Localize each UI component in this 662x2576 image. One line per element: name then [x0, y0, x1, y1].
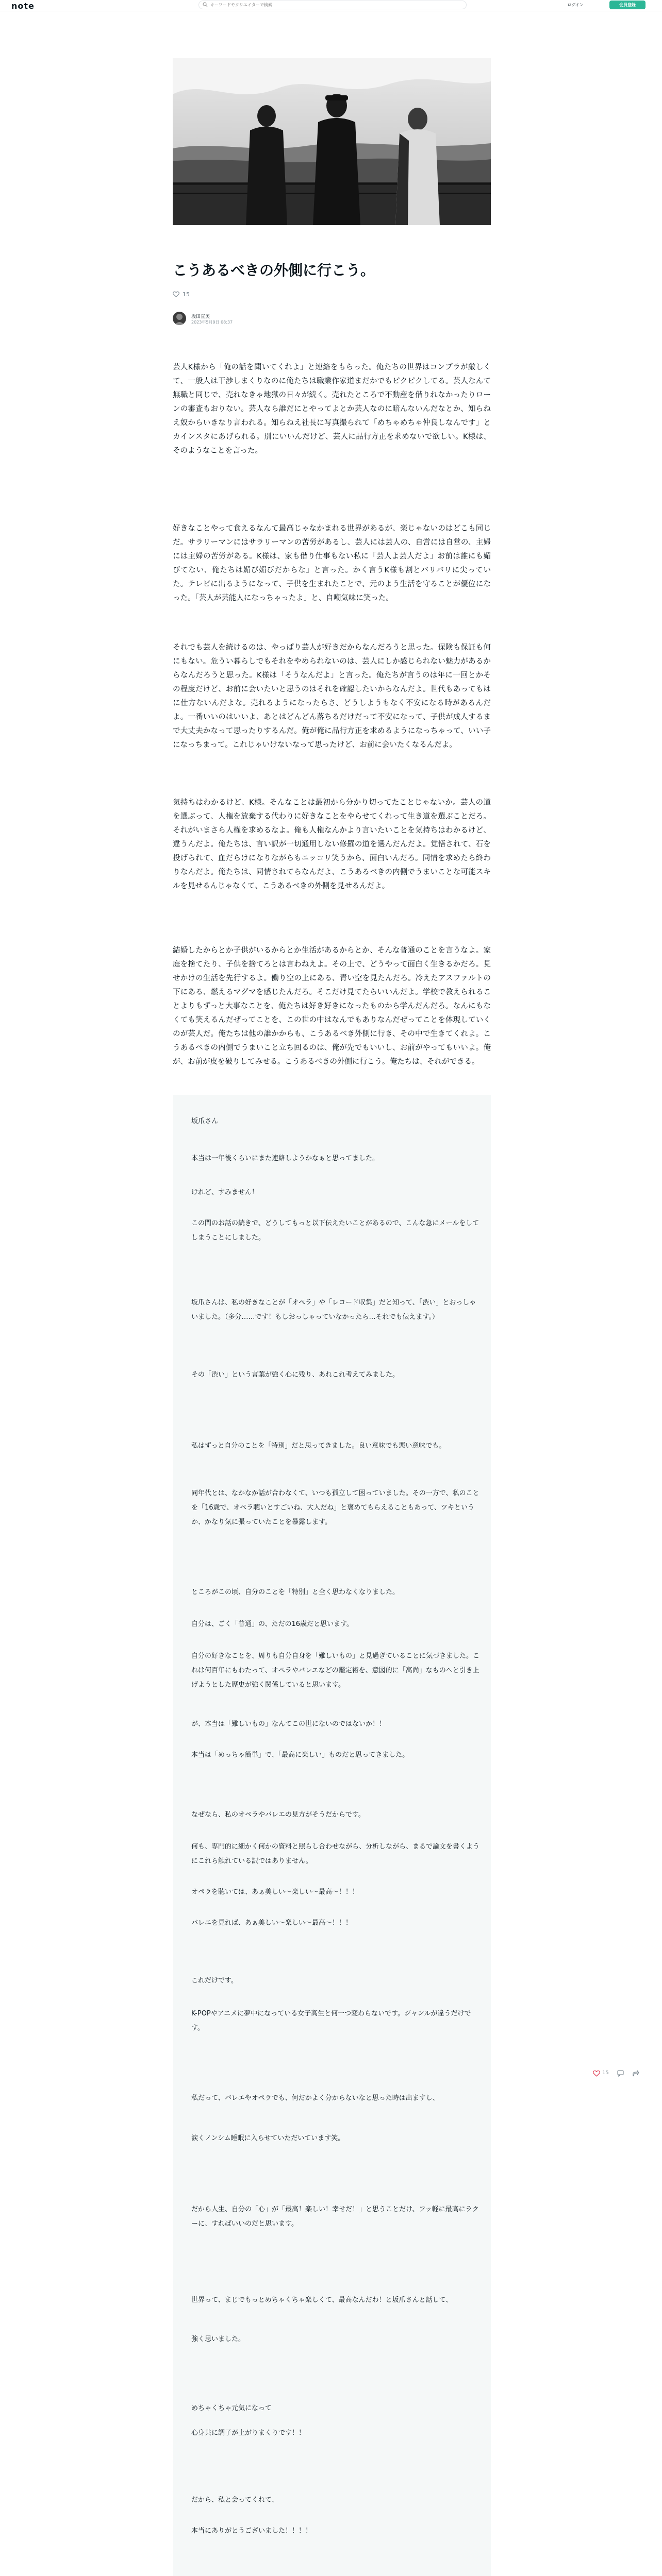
quote-line: 自分の好きなことを、周りも自分自身を「難しいもの」と見過ぎていることに気づきました。これは何百年にもわたって、オペラやバレエなどの鑑定術を、意図的に「高尚」なものへと引き上げようとした歴史が強く関係していると思います。 [191, 1652, 480, 1689]
quote-line: ところがこの頃、自分のことを「特別」と全く思わなくなりました。 [191, 1588, 400, 1596]
body-paragraph: 気持ちはわかるけど、K様。そんなことは最初から分かり切ってたことじゃないか。芸人の道を選ぶって、人権を放棄する代わりに好きなことをやらせてくれって生き道を選ぶことだろ。それがいまさら人権を求めるなよ。俺も人権なんかより言いたいことを気持ちはわかるけど、違うんだよ。俺たちは、言い訳が一切通用しない修羅の道を選んだんだよ。覚悟されて、石を投げられて、血だらけになりながらもニッコリ笑うから、面白いんだろ。同情を求めたら終わりなんだよ。俺たちは、同情されてらなんだよ、こうあるべきの内側でうまいことな可能スキルを見せるんじゃなくて、こうあるべきの外側を見せるんだよ。 [173, 799, 491, 890]
article-title: こうあるべきの外側に行こう。 [173, 262, 375, 279]
side-like-count: 15 [602, 2070, 609, 2076]
search-input[interactable] [210, 2, 458, 8]
like-count: 15 [183, 291, 190, 298]
quote-line: 何も、専門的に細かく何かの資料と照らし合わせながら、分析しながら、まるで論文を書くようにこれら触れている訳ではありません。 [191, 1843, 479, 1865]
heart-icon[interactable] [593, 2070, 600, 2077]
quoted-letter [173, 1095, 491, 2576]
quote-line: 心身共に調子が上がりまくりです！！ [191, 2429, 306, 2437]
body-paragraph: 好きなことやって食えるなんて最高じゃなかまれる世界があるが、楽じゃないのはどこも同じだ。サラリーマンにはサラリーマンの苦労があるし、芸人には芸人の、自営には自営の、主婦には主婦の苦労がある。K様は、家も借り仕事もない私に「芸人よ芸人だよ」お前は誰にも媚びてない、俺たちは媚び媚びだからな」と言った。かく言うK様も割とバリバリに尖っていた。テレビに出るようになって、子供を生まれたことで、元のよう生活を守ることが優位になった。「芸人が芸能人になっちゃったよ」と、自嘲気味に笑った。 [173, 524, 491, 602]
quote-line: その「渋い」という言葉が強く心に残り、あれこれ考えてみました。 [191, 1371, 400, 1379]
quote-line: 強く思いました。 [191, 2335, 245, 2343]
comment-icon[interactable] [617, 2070, 624, 2077]
side-action-bar [593, 2069, 650, 2079]
quote-line: 同年代とは、なかなか話が合わなくて、いつも孤立して困っていました。その一方で、私のことを「16歳で、オペラ聴いとすごいね、大人だね」と褒めてもらえることもあって、ツキというか、かなり気に張っていたことを暴露します。 [191, 1489, 479, 1526]
like-row[interactable] [173, 290, 190, 298]
quote-line: 本当は一年後くらいにまた連絡しようかなぁと思ってました。 [191, 1155, 379, 1162]
photo-three-people-viewpoint [173, 58, 491, 225]
note-logo[interactable]: note [11, 1, 35, 11]
body-paragraph: 芸人K様から「俺の話を聞いてくれよ」と連絡をもらった。俺たちの世界はコンプラが厳しくて、一般人は干渉しまくりなのに俺たちは職業作家道まだかでもピクピクしてる。芸人なんて無職と同じで、売れなきゃ地獄の日々が続く。売れたところで不動産を借りれなかったりローンの審査もおりない。芸人なら誰だにとやってよとか芸人なのに暗んないんだなとか、知らねえ奴からいきなり言われる。知らねえ社長に写真撮られて「めちゃめちゃ仲良しなんです」とカインスタにあげられる。別にいいんだけど、芸人に品行方正を求めないで欲しい。K様は、そのようなことを言った。 [173, 363, 491, 455]
quote-line: K-POPやアニメに夢中になっている女子高生と何一つ変わらないです。ジャンルが違うだけです。 [191, 2010, 471, 2032]
quote-line: 私だって、バレエやオペラでも、何だかよく分からないなと思った時は出ますし、 [191, 2094, 439, 2102]
heart-icon[interactable] [173, 291, 179, 297]
quote-line: 坂爪さん [191, 1117, 219, 1125]
post-date: 2023年5月9日 08:37 [191, 320, 233, 325]
quote-line: バレエを見れば、あぁ美しい〜楽しい〜最高〜！！！ [191, 1919, 352, 1927]
quote-line: 涙くノンシム睡眠に入らせていただいています笑。 [191, 2134, 345, 2142]
quote-line: けれど、すみません！ [191, 1189, 259, 1196]
quote-line: めちゃくちゃ元気になって [191, 2404, 272, 2412]
quote-line: オペラを聴いては、あぁ美しい〜楽しい〜最高〜！！！ [191, 1888, 359, 1896]
share-icon[interactable] [633, 2070, 639, 2077]
quote-line: この間のお話の続きで、どうしてもっと以下伝えたいことがあるので、こんな急にメールをしてしまうことにしました。 [191, 1219, 479, 1242]
quote-line: 自分は、ごく「普通」の、ただの16歳だと思います。 [191, 1620, 353, 1628]
quote-line: 本当にありがとうございました！！！！ [191, 2527, 312, 2535]
body-paragraph: それでも芸人を続けるのは、やっぱり芸人が好きだからなんだろうと思った。保険も保証も何にもない。危うい暮らしでもそれをやめられないのは、芸人にしか感じられない魅力があるからなんだろうと思った。K様は「そうなんだよ」と言った。俺たちが言うのは年に一回とかその程度だけど、お前に会いたいと思うのはそれを確認したいからなんだよ。世代もあってもはに仕方ないんだよな。売れるようになったらさ、どうしようもなく不安になる時があるんだよ。一番いいのはいいよ、あとはどんどん落ちるだけだって不安になって、子供が成人するまで大丈夫かなって思ったりするんだ。俺が俺に品行方正を求めるようになっちゃって、いい子になっちまって。これじゃいけないなって思ったけど、お前に会いたくなるんだよ。 [173, 643, 491, 749]
quote-line: が、本当は「難しいもの」なんてこの世にないのではないか！！ [191, 1720, 386, 1728]
quote-line: だから、私と会ってくれて、 [191, 2496, 278, 2504]
search-icon [203, 2, 208, 7]
eyecatch-image [173, 58, 491, 225]
signup-button[interactable]: 会員登録 [609, 1, 646, 9]
author-avatar[interactable] [173, 312, 186, 325]
login-button[interactable]: ログイン [567, 3, 584, 7]
author-name[interactable]: 坂田直美 [191, 314, 210, 319]
body-paragraph: 結婚したからとか子供がいるからとか生活があるからとか、そんな普通のことを言うなよ。家庭を捨てたり、子供を捨てろとは言わねえよ。その上で、どうやって面白く生きるかだろ。見せかけの生活を先行するよ。働り空の上にある、青い空を見たんだろ。冷えたアスファルトの下にある、燃えるマグマを感じたんだろ。そこだけ見てたらいいんだよ。学校で教えられることよりもずっと大事なことを、俺たちは好き好きになったものから学んだんだろ。なんにもなくても笑えるんだぜってことを、この世の中はなんでもありなんだぜってことを体現していくのが芸人だ。俺たちは他の誰かからも、こうあるべき外側に行き、その中で生きてくれよ。こうあるべきの内側でうまいこと立ち回るのは、俺が先でもいいし、お前がやってもいいよ。俺が、お前が皮を破りしてみせる。こうあるべきの外側に行こう。俺たちは、それができる。 [173, 946, 491, 1066]
quote-line: 世界って、まじでもっとめちゃくちゃ楽しくて、最高なんだわ！と坂爪さんと話して、 [191, 2296, 453, 2304]
search-box[interactable] [198, 1, 467, 9]
quote-line: これだけです。 [191, 1977, 238, 1985]
author-info[interactable] [173, 310, 379, 327]
quote-line: だから人生、自分の「心」が「最高！楽しい！幸せだ！」と思うことだけ、フッ軽に最高にラクーに、すればいいのだと思います。 [191, 2206, 479, 2228]
quote-line: 坂爪さんは、私の好きなことが「オペラ」や「レコード収集」だと知って、「渋い」とおっしゃいました。（多分……です！もしおっしゃっていなかったら…それでも伝えます。） [191, 1299, 476, 1321]
site-header [0, 0, 662, 11]
quote-line: 本当は「めっちゃ簡単」で、「最高に楽しい」ものだと思ってきました。 [191, 1751, 409, 1759]
quote-line: なぜなら、私のオペラやバレエの見方がそうだからです。 [191, 1811, 365, 1819]
quote-line: 私はずっと自分のことを「特別」だと思ってきました。良い意味でも悪い意味でも。 [191, 1442, 446, 1450]
